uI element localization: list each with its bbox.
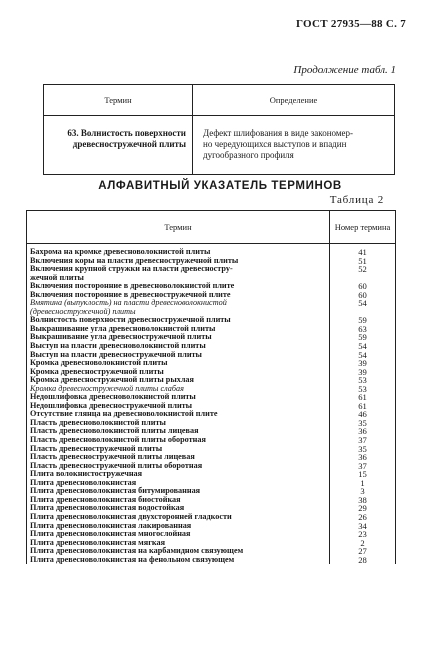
index-header-term: Термин xyxy=(27,211,330,244)
index-term-number: 1 xyxy=(360,477,365,488)
index-number-column xyxy=(330,244,396,565)
index-term-number: 39 xyxy=(358,366,367,377)
index-term: Плита волокнистостружечная xyxy=(30,469,143,479)
definition-cell xyxy=(193,116,395,175)
index-term: Плита древесноволокнистая мягкая xyxy=(30,537,166,547)
index-term: Включения крупной стружки на пласти древесностру- xyxy=(30,264,233,274)
index-term: Включения посторонние в древесноволокнистой плите xyxy=(30,281,235,291)
index-term-number: 63 xyxy=(358,323,367,334)
index-term-number: 37 xyxy=(358,460,367,471)
index-term-number: 54 xyxy=(358,341,367,352)
index-term-number: 52 xyxy=(358,264,367,275)
table2-label: Таблица 2 xyxy=(329,194,384,206)
index-term-number: 23 xyxy=(358,529,367,540)
term-line: 63. Волнистость поверхности xyxy=(67,128,186,138)
index-term: Плита древесноволокнистая на фенольном связующем xyxy=(30,554,235,564)
index-term-column xyxy=(27,244,330,565)
index-term-number: 36 xyxy=(358,452,367,463)
index-body-row xyxy=(27,244,396,565)
index-term-number: 61 xyxy=(358,392,367,403)
index-term-number: 36 xyxy=(358,426,367,437)
index-term: Плита древесноволокнистая битумированная xyxy=(30,486,201,496)
index-term: Выкрашивание угла древесноволокнистой плиты xyxy=(30,323,216,333)
definitions-row xyxy=(44,116,395,175)
index-term: Бахрома на кромке древесноволокнистой плиты xyxy=(30,247,211,256)
definitions-header-row xyxy=(44,85,395,116)
definition-line: Дефект шлифования в виде закономер- xyxy=(203,128,354,138)
index-term: Недошлифовка древесноволокнистой плиты xyxy=(30,392,196,402)
index-term-number: 59 xyxy=(358,332,367,343)
index-term-number: 51 xyxy=(358,255,367,266)
index-term: Пласть древесностружечной плиты оборотная xyxy=(30,460,203,470)
index-term: Плита древесноволокнистая лакированная xyxy=(30,520,192,530)
index-term: Пласть древесностружечной плиты xyxy=(30,443,163,453)
index-term-number: 60 xyxy=(358,289,367,300)
index-term-number: 37 xyxy=(358,435,367,446)
index-term-number: 15 xyxy=(358,469,367,480)
index-term-number: 54 xyxy=(358,298,367,309)
index-header-row xyxy=(27,211,396,244)
term-cell xyxy=(44,116,193,175)
definition-line: но чередующихся выступов и впадин xyxy=(203,139,347,149)
continuation-label: Продолжение табл. 1 xyxy=(293,64,396,76)
index-term: Плита древесноволокнистая xyxy=(30,477,137,487)
index-term-number: 53 xyxy=(358,375,367,386)
index-term: Включения посторонние в древесностружечной плите xyxy=(30,289,231,299)
index-term: Вмятина (выпуклость) на пласти древесноволокнистой xyxy=(30,298,227,308)
index-term-number: 61 xyxy=(358,400,367,411)
index-term-number: 60 xyxy=(358,281,367,292)
index-term-number: 28 xyxy=(358,554,367,565)
index-term: Плита древесноволокнистая водостойкая xyxy=(30,503,185,513)
page-header: ГОСТ 27935—88 С. 7 xyxy=(295,18,406,30)
index-term: (древесностружечной) плиты xyxy=(30,306,136,316)
index-term: Пласть древесноволокнистой плиты лицевая xyxy=(30,426,199,436)
index-title: АЛФАВИТНЫЙ УКАЗАТЕЛЬ ТЕРМИНОВ xyxy=(98,180,342,192)
index-term-number: 46 xyxy=(358,409,367,420)
index-term: Плита древесноволокнистая двухсторонней гладкости xyxy=(30,511,232,521)
index-term-number: 38 xyxy=(358,494,367,505)
index-term-number: 2 xyxy=(360,537,365,548)
index-term: Выступ на пласти древесностружечной плиты xyxy=(30,349,202,359)
index-term-number: 29 xyxy=(358,503,367,514)
index-term: Недошлифовка древесностружечной плиты xyxy=(30,400,193,410)
index-term-number: 54 xyxy=(358,349,367,360)
index-term: Пласть древесностружечной плиты лицевая xyxy=(30,452,195,462)
index-term-number: 27 xyxy=(358,546,367,557)
index-term: Отсутствие глянца на древесноволокнистой плите xyxy=(30,409,218,419)
index-term-number: 39 xyxy=(358,358,367,369)
definitions-header-definition: Определение xyxy=(193,85,395,116)
index-term: Кромка древесностружечной плиты рыхлая xyxy=(30,375,194,385)
index-term: Выступ на пласти древесноволокнистой плиты xyxy=(30,341,206,351)
index-term: Плита древесноволокнистая биостойкая xyxy=(30,494,181,504)
index-term-number: 35 xyxy=(358,443,367,454)
index-term: жечной плиты xyxy=(30,272,84,282)
index-term-number: 26 xyxy=(358,511,367,522)
index-term: Кромка древесностружечной плиты слабая xyxy=(30,383,184,393)
index-term: Плита древесноволокнистая на карбамидном связующем xyxy=(30,546,244,556)
index-term-number: 35 xyxy=(358,417,367,428)
index-table xyxy=(26,210,396,564)
index-term: Плита древесноволокнистая многослойная xyxy=(30,529,191,539)
index-term: Кромка древесноволокнистой плиты xyxy=(30,358,168,368)
index-term: Волнистость поверхности древесностружечной плиты xyxy=(30,315,231,325)
term-line: древесностружечной плиты xyxy=(72,139,186,149)
index-term-number: 59 xyxy=(358,315,367,326)
index-header-number: Номер термина xyxy=(330,211,396,244)
definitions-table xyxy=(43,84,395,175)
index-term-number: 3 xyxy=(360,486,365,497)
index-term: Пласть древесноволокнистой плиты оборотная xyxy=(30,435,206,445)
index-term: Выкрашивание угла древесностружечной плиты xyxy=(30,332,212,342)
index-term: Пласть древесноволокнистой плиты xyxy=(30,417,166,427)
index-term-number: 34 xyxy=(358,520,367,531)
index-term: Включения коры на пласти древесностружечной плиты xyxy=(30,255,239,265)
index-term: Кромка древесностружечной плиты xyxy=(30,366,164,376)
index-term-number: 41 xyxy=(358,247,367,257)
definition-line: дугообразного профиля xyxy=(203,150,294,160)
index-term-number: 53 xyxy=(358,383,367,394)
definitions-header-term: Термин xyxy=(44,85,193,116)
